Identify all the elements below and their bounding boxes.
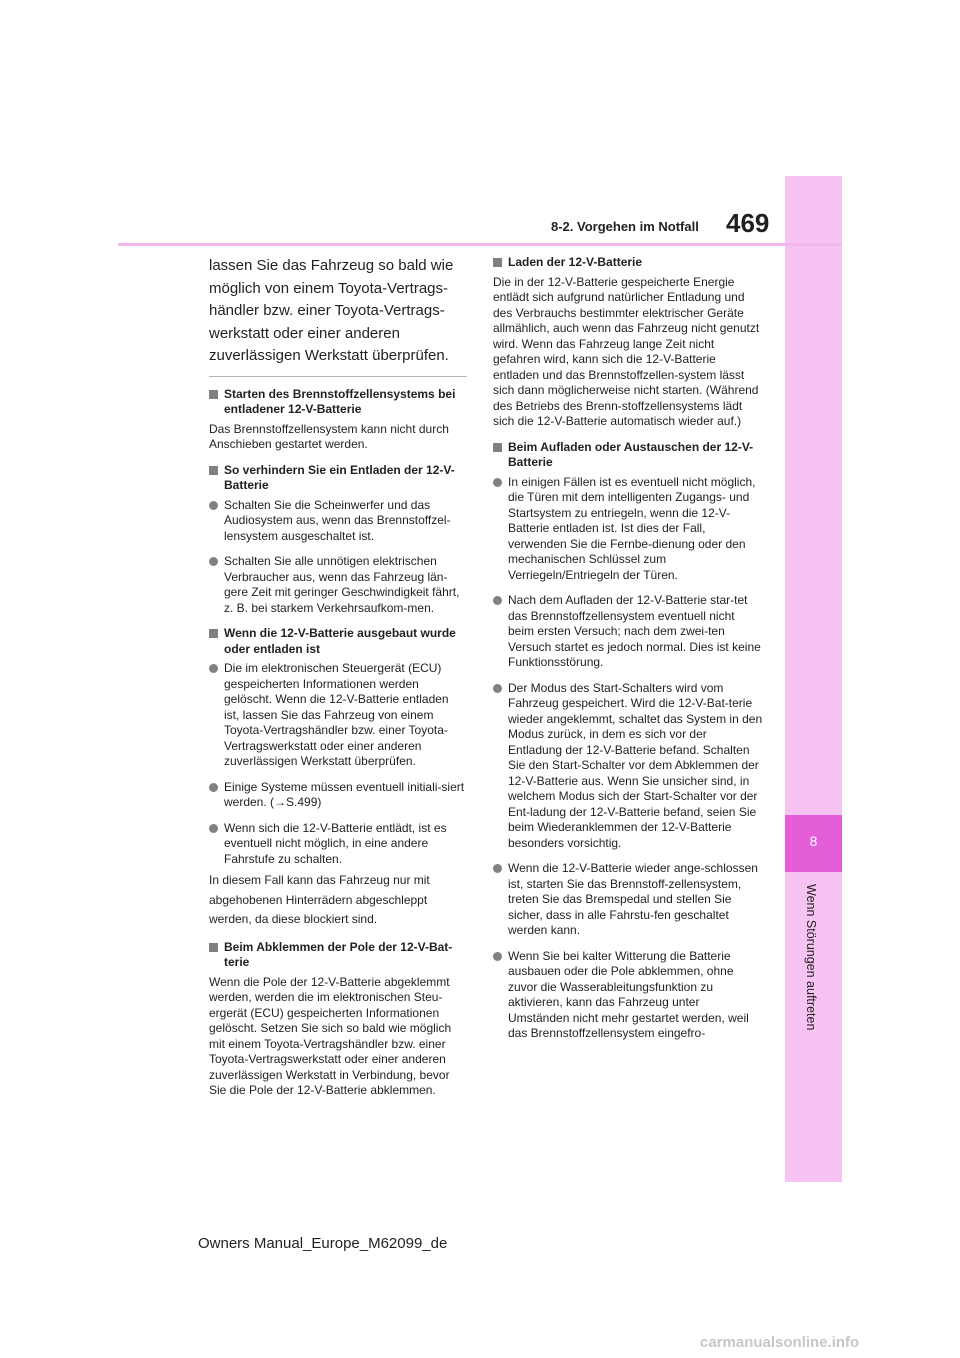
heading-text: Starten des Brennstoffzellensystems bei entladener 12-V-Batterie: [224, 386, 456, 416]
bullet-text: Einige Systeme müssen eventuell initiali-siert werden. (→S.499): [224, 779, 465, 809]
bullet-item: [493, 593, 763, 671]
bullet-item: [209, 780, 467, 811]
bullet-text: Schalten Sie alle unnötigen elektrischen Verbraucher aus, wenn das Fahrzeug län-gere Zeit mit geringer Geschwindigkeit fährt, z. B. bei starkem Verkehrsaufkom-men.: [224, 554, 460, 615]
bullet-item: [209, 661, 467, 770]
square-bullet-icon: [209, 390, 218, 399]
square-bullet-icon: [493, 443, 502, 452]
chapter-number: 8: [809, 833, 818, 849]
square-bullet-icon: [209, 629, 218, 638]
left-column: [209, 255, 467, 1109]
circle-bullet-icon: [209, 824, 218, 833]
page-number: 469: [726, 208, 770, 238]
square-bullet-icon: [209, 466, 218, 475]
circle-bullet-icon: [493, 864, 502, 873]
bullet-text: Die im elektronischen Steuergerät (ECU) gespeicherten Informationen werden gelöscht. Wenn die 12-V-Batterie entladen ist, lassen Sie das Fahrzeug von einem Toyota-Vertragshändler bzw. einer Toyota-Vertragswerkstatt oder einer anderen zuverlässigen Werkstatt überprüfen.: [224, 661, 449, 768]
bullet-item: [493, 681, 763, 852]
heading-text: So verhindern Sie ein Entladen der 12-V-Batterie: [224, 462, 455, 492]
heading-text: Laden der 12-V-Batterie: [508, 255, 643, 269]
intro-paragraph: lassen Sie das Fahrzeug so bald wie möglich von einem Toyota-Vertrags-händler bzw. einer Toyota-Vertrags-werkstatt oder einer anderen zuverlässigen Werkstatt überprüfen.: [209, 257, 454, 364]
subsection-heading: [493, 440, 763, 471]
bullet-item: [209, 498, 467, 545]
circle-bullet-icon: [209, 557, 218, 566]
body-text: In diesem Fall kann das Fahrzeug nur mit abgehobenen Hinterrädern abgeschleppt werden, da diese blockiert sind.: [209, 873, 430, 926]
bullet-text: In einigen Fällen ist es eventuell nicht möglich, die Türen mit dem intelligenten Zugangs- und Startsystem zu entriegeln, wenn die 12-V-Batterie entladen ist. Ist dies der Fall, verwenden Sie die Fernbe-dienung oder den mechanischen Schlüssel zum Verriegeln/Entriegeln der Türen.: [508, 474, 756, 582]
heading-text: Beim Aufladen oder Austauschen der 12-V-Batterie: [508, 439, 754, 469]
subsection-heading: [209, 387, 467, 418]
subsection-heading: [209, 940, 467, 971]
heading-text: Beim Abklemmen der Pole der 12-V-Bat-terie: [224, 939, 453, 969]
circle-bullet-icon: [209, 501, 218, 510]
watermark: carmanualsonline.info: [700, 1334, 860, 1351]
bullet-item: [209, 821, 467, 868]
bullet-text: Nach dem Aufladen der 12-V-Batterie star-tet das Brennstoffzellensystem eventuell nicht beim ersten Versuch; nach dem zwei-ten Versuch startet es jedoch normal. Dies ist keine Funktionsstörung.: [508, 593, 761, 669]
circle-bullet-icon: [493, 596, 502, 605]
header-rule: [118, 243, 842, 246]
bullet-item: [209, 554, 467, 616]
heading-text: Wenn die 12-V-Batterie ausgebaut wurde oder entladen ist: [224, 626, 456, 656]
subsection-heading: [209, 463, 467, 494]
right-column: [493, 255, 763, 1052]
footer-manual-id: Owners Manual_Europe_M62099_de: [198, 1235, 448, 1252]
bullet-text: Wenn Sie bei kalter Witterung die Batterie ausbauen oder die Pole abklemmen, ohne zuvor die Wasserableitungsfunktion zu aktivieren, kann das Fahrzeug unter Umständen nicht mehr gestartet werden, weil das Brennstoffzellensystem eingefro-: [508, 948, 749, 1040]
circle-bullet-icon: [493, 684, 502, 693]
body-text: Das Brennstoffzellensystem kann nicht durch Anschieben gestartet werden.: [209, 421, 449, 451]
circle-bullet-icon: [209, 664, 218, 673]
bullet-text: Schalten Sie die Scheinwerfer und das Audiosystem aus, wenn das Brennstoffzel-lensystem ausgeschaltet ist.: [224, 497, 451, 543]
body-text: Die in der 12-V-Batterie gespeicherte Energie entlädt sich aufgrund natürlicher Entladung und des Verbrauchs bestimmter elektrischer Geräte allmählich, auch wenn das Fahrzeug nicht genutzt wird. Wenn das Fahrzeug lange Zeit nicht gefahren wird, kann sich die 12-V-Batterie entladen und das Brennstoffzellen-system lässt sich dann möglicherweise nicht starten. (Während des Betriebs des Brenn-stoffzellensystems lädt sich die 12-V-Batterie automatisch wieder auf.): [493, 274, 760, 428]
bullet-item: [493, 861, 763, 939]
bullet-item: [493, 475, 763, 584]
bullet-text: Wenn sich die 12-V-Batterie entlädt, ist es eventuell nicht möglich, in eine andere Fahrstufe zu schalten.: [224, 820, 447, 866]
square-bullet-icon: [493, 258, 502, 267]
subsection-heading: [209, 626, 467, 657]
circle-bullet-icon: [493, 478, 502, 487]
subsection-heading: [493, 255, 763, 271]
circle-bullet-icon: [493, 952, 502, 961]
square-bullet-icon: [209, 943, 218, 952]
section-header: 8-2. Vorgehen im Notfall: [551, 219, 699, 234]
bullet-item: [493, 949, 763, 1042]
bullet-text: Wenn die 12-V-Batterie wieder ange-schlossen ist, starten Sie das Brennstoff-zellensystem, treten Sie das Bremspedal und stellen Sie sicher, dass in alle Fahrstu-fen geschaltet werden kann.: [508, 861, 758, 937]
body-text: Wenn die Pole der 12-V-Batterie abgeklemmt werden, werden die im elektronischen Steu-ergerät (ECU) gespeicherten Informationen gelöscht. Setzen Sie sich so bald wie möglich mit einem Toyota-Vertragshändler bzw. einer Toyota-Vertragswerkstatt oder einer anderen zuverlässigen Werkstatt in Verbindung, bevor Sie die Pole der 12-V-Batterie abklemmen.: [209, 974, 452, 1097]
chapter-side-tab: [785, 176, 842, 1182]
bullet-text: Der Modus des Start-Schalters wird vom Fahrzeug gespeichert. Wird die 12-V-Bat-terie wieder angeklemmt, schaltet das System in den Modus zurück, in dem es sich vor der Entladung der 12-V-Batterie befand. Schalten Sie den Start-Schalter vor dem Abklemmen der 12-V-Batterie aus. Wenn Sie unsicher sind, in welchem Modus sich der Start-Schalter vor der Ent-ladung der 12-V-Batterie befand, seien Sie beim Wiederanklemmen der 12-V-Batterie besonders vorsichtig.: [508, 680, 763, 850]
circle-bullet-icon: [209, 783, 218, 792]
chapter-title: Wenn Störungen auftreten: [804, 884, 818, 1031]
